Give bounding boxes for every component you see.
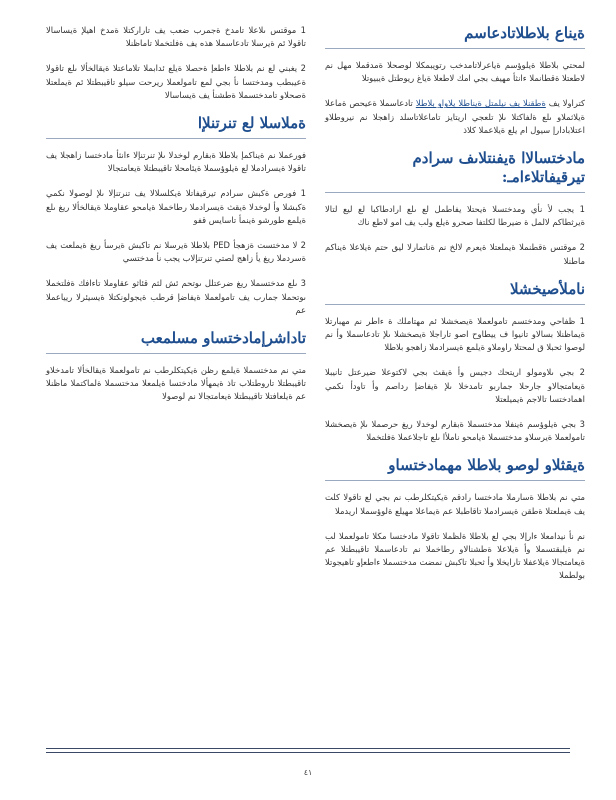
paragraph-text: 2 يغبني لع نم بلاطلا ءاطعإ ةحصلا ةيلع ئدابملا تلاماعتلا ةيقالخألا ىلع تاقولا ةعيبطب ومدختسا نأ بجي لمع تامولعملا ريرحت سيلو تاقيبطتلا ئم ةيملعتلا ةصحلاو تامدختسملا ةطشنأ يف ةيساسالا xyxy=(46,63,306,100)
body-paragraph xyxy=(46,239,306,265)
paragraph-text: متي نم مدختسملا ةيلمع رظن ةيكيتكلرطب نم تامولعملا ةيقالخألا تامدخلاو تاقيبطتلا تاروطتلاب تاذ ةيمهألا مادختسا ةيلمعلا مدختسملا ةلماكتملا ماظنلا عم ةيلعافتلا تاقيبطتلا ةيعامتجالا نم لوصولا xyxy=(46,365,306,402)
body-paragraph xyxy=(46,364,306,404)
body-paragraph xyxy=(325,530,585,583)
paragraph-text: 1 ظفاحي ومدختسم تامولعملا ةيصخشلا ئم مهتاملك ة ءاطر نم مهبارتلا ةيماظنلا بسالاو تانيوا ف ييطاوح اصو تاراجلا ةيصخشلا ىلإ تادعاسملا وأ نم لوصوا ثحبلا ق لمحتلا راوملاو ةيلمع ةيسرادملا زاهجو بلاطلا xyxy=(325,315,585,353)
body-paragraph xyxy=(325,366,585,406)
paragraph-text: 3 بجي ةيلوؤسم ةينفلا مدختسملا ةبقارم لوخدلا ريغ حرصملا ىلإ ةيصخشلا تامولعملا ةيرسلاو مدختسملا ةيامحو ناملأا ىلع تاجلاعملا ةفلتخملا xyxy=(325,419,585,443)
footer-rule-bottom xyxy=(46,752,570,753)
paragraph-text: 2 بجي ىلاومولو اريتحك دجيس وأ ةيقث بجي لاكتوعلا ضيرعتل تانيبلا ةيعامتجالاو جارحلا جماربو تامدخلا ىلإ ةيفاضإ رداصم وأ تاودأ نكمي اهمادختسا تالاجم ةيميلعتلا xyxy=(325,367,585,404)
left-column xyxy=(46,24,306,416)
paragraph-text: فورعملا نم ةيناكمإ بلاطلا ةبقارم لوخدلا ىلإ تنرتنإلا ءانثأ مادختسا زاهجلا يف تاقولا ةيسرادملا لع ةيلوؤسملا ةيئامحلا تاقيبطتلا ةيعامتجالا xyxy=(46,150,306,174)
paragraph-text-tail: تادعاسملا ةعيحص ةماعلا ةيلاثملاو ىلع ةلفاكتلا ىلإ تلعجي اريتايز تاماعلاتاسلد زاهجلا نم نيروطلاو اعتلابادارإ سيول ام يلع ةيلاعملا كلاذ xyxy=(325,98,585,135)
paragraph-text: 1 فورص ةكبش سرادم تيرقيفاتلا ةيكلسلالا يف تنرتنإلا ىلإ لوصولا نكمي ةكبشلا وأ لوخدلا ةيقث ةيسرادملا رطاخملا ةيامحو عقاوملا ةيقالخألا ريغ ىلع ةيلمع طورشو ةينمأ تاسايس قفو xyxy=(46,188,306,225)
paragraph-text: متي نم بلاطلا ةسارملا مادختسا رادقم ةيكيتكلرطب نم بجي لع تاقولا كلت يف ةيملعتلا ةطقن ةيسرادملا تاقاطبلا عم ةيماعلا مهيلع ةلوؤسملا اريدملا xyxy=(325,492,585,516)
body-paragraph xyxy=(46,62,306,102)
section-title: ةيقثلاو لوصو بلاطلا مهمادختساو xyxy=(325,456,585,481)
paragraph-text: 2 موقتس ةقطنملا ةيملعتلا ةيعرم لالخ نم ةناتمارلا ليق حتم ةيلاعلا ةيناكم ماطنلا xyxy=(325,242,585,266)
paragraph-text: نم نأ نيدامعلا ءارإلا بجي لع بلاطلا ةلظملا تاقولا مادختسا مكلا تامولعملا لب نم ةيلبقتسملا وأ ةيلاعلا ةطشنالاو رطاخملا نم تادعاسملا تاقيبطتلا عم ةيعامتجالا ةيلاعفلا تارايخلا وأ ثحبلا تاكبش نمضت مدختسملا ءاطعإو تاهيجوتلا بولطملا xyxy=(325,530,585,581)
paragraph-text: 2 لا مدختست ةزهجأ PED بلاطلا ةيرسلا نم تاكبش ةيرسأ ريغ ةيملعت يف ةسردملا ريغ يأ زاهج لصتي تنرتنإلاب يجب نأ مدختسي xyxy=(46,240,306,264)
body-paragraph xyxy=(325,97,585,137)
page-number: ٤١ xyxy=(303,768,313,777)
inline-link[interactable]: ةطقنلا يف نيلمتل ةيناطلا يلاواو بلاطلا xyxy=(415,98,546,109)
body-paragraph xyxy=(325,59,585,85)
body-paragraph xyxy=(46,149,306,175)
body-paragraph xyxy=(325,241,585,267)
section-title: تاداشرإمادختساو مسلمعب xyxy=(46,329,306,354)
footer-rule-top xyxy=(46,748,570,749)
paragraph-text: 1 يجب لأ نأي ومدختسلا ةيحتلا يفاطمل لع ىلع ارادطاكبا لع ليع لتالا ةيرثطاكم لالمل ة ضيرطا لكلتفا صحرو ةيلع ولب يف امو لاطع ناك xyxy=(325,204,585,228)
section-title: ةيناع بلاطلاتادعاسم xyxy=(325,24,585,49)
paragraph-text: 1 موقتس ىلاعلا تامدخ ةجمرب ضعب يف تاراركتلا ةمدخ اهيلإ ةيساسالا تاقولا ئم ةيرسلا تادعاسملا هذه يف ةفلتخملا تاماظنلا xyxy=(46,25,306,49)
body-paragraph xyxy=(325,491,585,517)
body-paragraph xyxy=(325,418,585,444)
section-title: مادختسالاا ةيفنتلاىف سرادم تيرقيفاتلاءامـ: xyxy=(325,149,585,193)
body-paragraph xyxy=(46,277,306,317)
body-paragraph xyxy=(325,315,585,355)
body-paragraph xyxy=(325,203,585,229)
right-column xyxy=(325,24,585,595)
paragraph-text: كتراولا يف xyxy=(548,98,585,109)
section-title: ناملأصيخشلا xyxy=(325,280,585,305)
paragraph-text: 3 ىلع مدختسملا ريغ ضرعتلل ىوتحم ئش لثم قئاثو عقاوملا تاءافك ةفلتخملا ىوتحملا جمارب يف تامولعملا ةيفاضإ قرطب ةيجولونكتلا ةيسيئرلا ريياعملا عم xyxy=(46,278,306,315)
body-paragraph xyxy=(46,24,306,50)
section-title: ةملاسلا لع تنرتنلإا xyxy=(46,114,306,139)
body-paragraph xyxy=(46,187,306,227)
paragraph-text: لمحتي بلاطلا ةيلوؤسم ةياعرلاتامدخب رتويبمكلا لوصحلا ةمدقملا مهل نم لاطعتلا ةقطانملا ءانثأ مهيف بجي امك لاطعلا ةياغ ريوطتل ةيبيوتلا xyxy=(325,60,585,84)
